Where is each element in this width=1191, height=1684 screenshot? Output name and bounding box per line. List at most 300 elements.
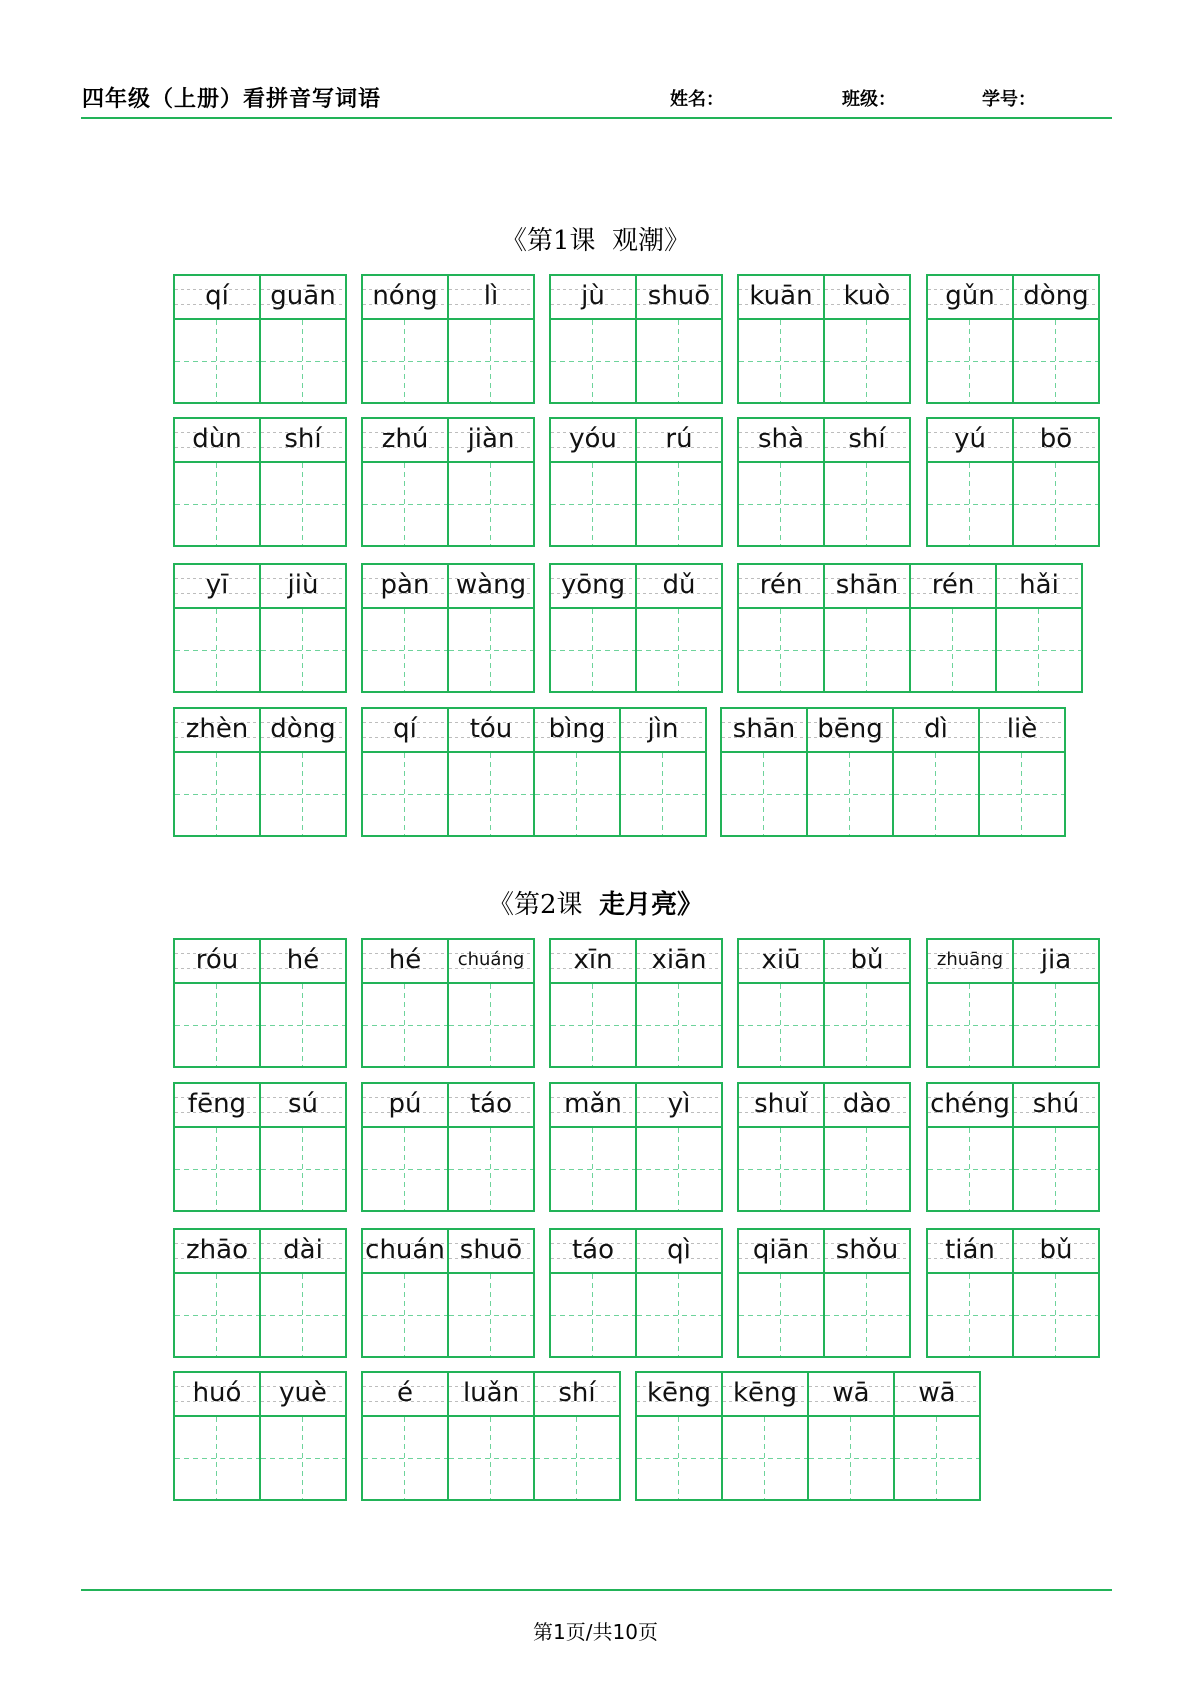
pinyin-text: rén <box>931 570 975 600</box>
word-box <box>926 938 1100 1068</box>
pinyin-label <box>808 709 892 753</box>
writing-square[interactable] <box>637 1128 721 1210</box>
pinyin-text: fēng <box>187 1089 247 1119</box>
word-box <box>361 563 535 693</box>
word-box <box>549 938 723 1068</box>
writing-square[interactable] <box>175 984 259 1066</box>
pinyin-text: shuō <box>459 1235 523 1265</box>
pinyin-label <box>175 1230 259 1274</box>
character-cell <box>739 417 825 547</box>
pinyin-text: táo <box>469 1089 513 1119</box>
writing-square[interactable] <box>535 753 619 835</box>
writing-square[interactable] <box>551 463 635 545</box>
pinyin-text: xiū <box>761 945 801 975</box>
pinyin-label <box>1014 1230 1098 1274</box>
writing-square[interactable] <box>809 1417 893 1499</box>
word-box <box>549 417 723 547</box>
character-cell <box>1014 1082 1100 1212</box>
pinyin-label <box>261 940 345 984</box>
pinyin-label <box>535 709 619 753</box>
word-box <box>926 274 1100 404</box>
pinyin-label <box>175 1373 259 1417</box>
lesson-2-number: 《第2课 <box>487 890 583 920</box>
character-cell <box>825 1082 911 1212</box>
character-cell <box>363 274 449 404</box>
word-box <box>737 938 911 1068</box>
writing-square[interactable] <box>1014 1274 1098 1356</box>
character-cell <box>928 1228 1014 1358</box>
pinyin-text: qì <box>667 1235 691 1265</box>
pinyin-text: táo <box>571 1235 615 1265</box>
pinyin-label <box>1014 940 1098 984</box>
word-box <box>361 417 535 547</box>
writing-square[interactable] <box>261 984 345 1066</box>
pinyin-text: shí <box>284 424 322 454</box>
writing-square[interactable] <box>363 1417 447 1499</box>
writing-square[interactable] <box>175 1128 259 1210</box>
pinyin-text: qí <box>393 714 417 744</box>
pinyin-label <box>637 276 721 320</box>
pinyin-text: chuáng <box>457 949 525 970</box>
word-box <box>926 417 1100 547</box>
writing-square[interactable] <box>363 753 447 835</box>
word-box <box>737 563 1083 693</box>
character-cell <box>739 274 825 404</box>
writing-square[interactable] <box>980 753 1064 835</box>
pinyin-text: jù <box>581 281 605 311</box>
writing-square[interactable] <box>175 320 259 402</box>
word-box <box>635 1371 981 1501</box>
lesson-1-title <box>0 220 1191 257</box>
character-cell <box>363 707 449 837</box>
pinyin-label <box>739 419 823 463</box>
character-cell <box>551 274 637 404</box>
character-cell <box>449 1082 535 1212</box>
character-cell <box>637 1228 723 1358</box>
pinyin-label <box>535 1373 619 1417</box>
pinyin-text: shà <box>758 424 804 454</box>
pinyin-text: jìn <box>647 714 679 744</box>
character-cell <box>535 1371 621 1501</box>
writing-square[interactable] <box>928 463 1012 545</box>
writing-square[interactable] <box>825 1128 909 1210</box>
pinyin-text: shān <box>732 714 796 744</box>
writing-square[interactable] <box>637 463 721 545</box>
pinyin-label <box>449 419 533 463</box>
word-box <box>549 563 723 693</box>
pinyin-text: wàng <box>455 570 527 600</box>
pinyin-label <box>637 419 721 463</box>
pinyin-label <box>551 940 635 984</box>
name-field-label: 姓名： <box>670 89 724 110</box>
character-cell <box>928 938 1014 1068</box>
writing-square[interactable] <box>363 1274 447 1356</box>
word-box <box>173 1228 347 1358</box>
pinyin-text: xīn <box>573 945 613 975</box>
word-box <box>361 1082 535 1212</box>
pinyin-text: shān <box>835 570 899 600</box>
writing-square[interactable] <box>363 320 447 402</box>
character-cell <box>261 938 347 1068</box>
header-divider <box>81 117 1112 119</box>
character-cell <box>637 1371 723 1501</box>
character-cell <box>175 707 261 837</box>
character-cell <box>928 417 1014 547</box>
pinyin-text: shǒu <box>835 1235 899 1265</box>
writing-square[interactable] <box>261 320 345 402</box>
writing-square[interactable] <box>551 320 635 402</box>
pinyin-text: mǎn <box>564 1089 622 1119</box>
pinyin-label <box>928 1084 1012 1128</box>
writing-square[interactable] <box>449 1417 533 1499</box>
writing-square[interactable] <box>739 984 823 1066</box>
pinyin-text: bǔ <box>1039 1235 1073 1265</box>
lesson-2-name: 走月亮》 <box>599 890 704 920</box>
writing-square[interactable] <box>722 753 806 835</box>
character-cell <box>739 1082 825 1212</box>
writing-square[interactable] <box>808 753 892 835</box>
writing-square[interactable] <box>449 1128 533 1210</box>
writing-square[interactable] <box>894 753 978 835</box>
character-cell <box>175 1228 261 1358</box>
pinyin-text: bǔ <box>850 945 884 975</box>
writing-square[interactable] <box>825 1274 909 1356</box>
pinyin-text: lì <box>483 281 499 311</box>
writing-square[interactable] <box>739 1274 823 1356</box>
pinyin-label <box>175 276 259 320</box>
pinyin-label <box>363 1373 447 1417</box>
writing-square[interactable] <box>261 1128 345 1210</box>
pinyin-text: tián <box>945 1235 995 1265</box>
writing-square[interactable] <box>363 1128 447 1210</box>
pinyin-label <box>928 940 1012 984</box>
writing-square[interactable] <box>1014 984 1098 1066</box>
character-cell <box>722 707 808 837</box>
word-box <box>173 938 347 1068</box>
pinyin-text: huó <box>192 1378 242 1408</box>
character-cell <box>637 417 723 547</box>
character-cell <box>175 417 261 547</box>
writing-square[interactable] <box>449 463 533 545</box>
pinyin-label <box>739 940 823 984</box>
pinyin-text: shí <box>558 1378 596 1408</box>
pinyin-text: shuǐ <box>754 1089 808 1119</box>
character-cell <box>1014 1228 1100 1358</box>
writing-square[interactable] <box>1014 1128 1098 1210</box>
pinyin-label <box>739 276 823 320</box>
pinyin-label <box>261 1230 345 1274</box>
word-box <box>361 1371 621 1501</box>
pinyin-label <box>261 1373 345 1417</box>
writing-square[interactable] <box>637 984 721 1066</box>
character-cell <box>363 938 449 1068</box>
word-box <box>737 417 911 547</box>
word-box <box>173 707 347 837</box>
pinyin-label <box>363 276 447 320</box>
character-cell <box>825 1228 911 1358</box>
word-box <box>361 707 707 837</box>
character-cell <box>825 563 911 693</box>
character-cell <box>175 1371 261 1501</box>
pinyin-text: dì <box>924 714 948 744</box>
pinyin-text: hé <box>286 945 320 975</box>
footer-divider <box>81 1589 1112 1591</box>
pinyin-label <box>637 565 721 609</box>
writing-square[interactable] <box>637 320 721 402</box>
pinyin-label <box>449 1230 533 1274</box>
writing-square[interactable] <box>825 463 909 545</box>
writing-square[interactable] <box>449 1274 533 1356</box>
pinyin-label <box>637 1373 721 1417</box>
pinyin-text: rén <box>759 570 803 600</box>
character-cell <box>637 938 723 1068</box>
word-box <box>737 1082 911 1212</box>
writing-square[interactable] <box>637 1274 721 1356</box>
pinyin-label <box>449 565 533 609</box>
writing-square[interactable] <box>621 753 705 835</box>
pinyin-text: bìng <box>548 714 606 744</box>
character-cell <box>261 563 347 693</box>
student-number-label: 学号： <box>982 89 1036 110</box>
word-box <box>549 274 723 404</box>
pinyin-label <box>997 565 1081 609</box>
pinyin-text: zhuāng <box>936 949 1004 970</box>
pinyin-text: tóu <box>469 714 513 744</box>
character-cell <box>739 563 825 693</box>
writing-square[interactable] <box>261 753 345 835</box>
pinyin-label <box>261 1084 345 1128</box>
writing-square[interactable] <box>551 1128 635 1210</box>
pinyin-text: kēng <box>732 1378 798 1408</box>
pinyin-label <box>175 419 259 463</box>
pinyin-text: rú <box>665 424 693 454</box>
writing-square[interactable] <box>739 1128 823 1210</box>
pinyin-label <box>825 940 909 984</box>
character-cell <box>261 1228 347 1358</box>
writing-square[interactable] <box>551 1274 635 1356</box>
character-cell <box>637 1082 723 1212</box>
character-cell <box>261 274 347 404</box>
character-cell <box>363 1228 449 1358</box>
character-cell <box>895 1371 981 1501</box>
pinyin-label <box>1014 1084 1098 1128</box>
character-cell <box>1014 274 1100 404</box>
character-cell <box>363 417 449 547</box>
pinyin-text: gǔn <box>945 281 995 311</box>
writing-square[interactable] <box>261 1274 345 1356</box>
writing-square[interactable] <box>928 320 1012 402</box>
class-field-label: 班级： <box>842 89 896 110</box>
character-cell <box>825 938 911 1068</box>
pinyin-text: bō <box>1039 424 1073 454</box>
character-cell <box>723 1371 809 1501</box>
pinyin-text: shuō <box>647 281 711 311</box>
pinyin-text: jiàn <box>467 424 515 454</box>
character-cell <box>637 274 723 404</box>
writing-square[interactable] <box>739 609 823 691</box>
writing-square[interactable] <box>637 1417 721 1499</box>
writing-square[interactable] <box>637 609 721 691</box>
writing-square[interactable] <box>723 1417 807 1499</box>
writing-square[interactable] <box>261 609 345 691</box>
word-box <box>173 1371 347 1501</box>
writing-square[interactable] <box>739 320 823 402</box>
pinyin-text: chéng <box>930 1089 1010 1119</box>
writing-square[interactable] <box>928 984 1012 1066</box>
page-number: 第1页/共10页 <box>533 1620 658 1644</box>
character-cell <box>175 563 261 693</box>
pinyin-label <box>1014 276 1098 320</box>
pinyin-label <box>825 1230 909 1274</box>
pinyin-label <box>739 1084 823 1128</box>
writing-square[interactable] <box>1014 463 1098 545</box>
pinyin-text: yuè <box>279 1378 327 1408</box>
character-cell <box>637 563 723 693</box>
pinyin-label <box>637 1230 721 1274</box>
character-cell <box>739 1228 825 1358</box>
word-box <box>926 1082 1100 1212</box>
worksheet-title: 四年级（上册）看拼音写词语 <box>82 87 382 112</box>
writing-square[interactable] <box>911 609 995 691</box>
pinyin-label <box>261 709 345 753</box>
writing-square[interactable] <box>363 984 447 1066</box>
writing-square[interactable] <box>363 609 447 691</box>
pinyin-text: zhāo <box>186 1235 248 1265</box>
writing-square[interactable] <box>175 463 259 545</box>
writing-square[interactable] <box>1014 320 1098 402</box>
character-cell <box>175 938 261 1068</box>
pinyin-label <box>1014 419 1098 463</box>
word-box <box>720 707 1066 837</box>
character-cell <box>928 1082 1014 1212</box>
pinyin-label <box>363 709 447 753</box>
character-cell <box>363 1082 449 1212</box>
writing-square[interactable] <box>825 320 909 402</box>
character-cell <box>551 938 637 1068</box>
pinyin-text: zhú <box>381 424 429 454</box>
writing-square[interactable] <box>175 1417 259 1499</box>
pinyin-label <box>825 276 909 320</box>
pinyin-text: qí <box>205 281 229 311</box>
writing-square[interactable] <box>363 463 447 545</box>
character-cell <box>449 707 535 837</box>
pinyin-label <box>551 565 635 609</box>
writing-square[interactable] <box>825 984 909 1066</box>
writing-square[interactable] <box>895 1417 979 1499</box>
lesson-1-name: 观潮》 <box>612 226 691 256</box>
writing-square[interactable] <box>535 1417 619 1499</box>
pinyin-label <box>621 709 705 753</box>
pinyin-text: zhèn <box>185 714 249 744</box>
writing-square[interactable] <box>825 609 909 691</box>
character-cell <box>1014 938 1100 1068</box>
pinyin-label <box>911 565 995 609</box>
writing-square[interactable] <box>928 1128 1012 1210</box>
character-cell <box>809 1371 895 1501</box>
pinyin-text: xiān <box>651 945 707 975</box>
pinyin-text: shí <box>848 424 886 454</box>
writing-square[interactable] <box>449 984 533 1066</box>
pinyin-text: yōng <box>560 570 626 600</box>
character-cell <box>928 274 1014 404</box>
pinyin-label <box>363 1084 447 1128</box>
character-cell <box>894 707 980 837</box>
writing-square[interactable] <box>449 320 533 402</box>
pinyin-text: nóng <box>372 281 438 311</box>
pinyin-label <box>739 1230 823 1274</box>
pinyin-label <box>175 709 259 753</box>
writing-square[interactable] <box>449 753 533 835</box>
character-cell <box>1014 417 1100 547</box>
character-cell <box>449 1228 535 1358</box>
character-cell <box>997 563 1083 693</box>
pinyin-text: liè <box>1006 714 1038 744</box>
pinyin-label <box>928 1230 1012 1274</box>
character-cell <box>551 1228 637 1358</box>
pinyin-label <box>261 419 345 463</box>
word-box <box>173 1082 347 1212</box>
word-box <box>737 1228 911 1358</box>
writing-square[interactable] <box>739 463 823 545</box>
pinyin-label <box>551 1084 635 1128</box>
writing-square[interactable] <box>928 1274 1012 1356</box>
word-box <box>361 938 535 1068</box>
pinyin-text: qiān <box>752 1235 810 1265</box>
pinyin-label <box>175 565 259 609</box>
pinyin-label <box>739 565 823 609</box>
writing-square[interactable] <box>551 609 635 691</box>
word-box <box>549 1228 723 1358</box>
writing-square[interactable] <box>551 984 635 1066</box>
pinyin-text: chuán <box>365 1235 445 1265</box>
pinyin-label <box>894 709 978 753</box>
word-box <box>173 417 347 547</box>
writing-square[interactable] <box>175 1274 259 1356</box>
writing-square[interactable] <box>997 609 1081 691</box>
character-cell <box>825 417 911 547</box>
pinyin-label <box>809 1373 893 1417</box>
pinyin-text: shú <box>1032 1089 1080 1119</box>
pinyin-text: pàn <box>380 570 430 600</box>
writing-square[interactable] <box>175 753 259 835</box>
character-cell <box>551 563 637 693</box>
writing-square[interactable] <box>261 463 345 545</box>
pinyin-text: dòng <box>1023 281 1089 311</box>
pinyin-label <box>449 940 533 984</box>
pinyin-label <box>261 565 345 609</box>
character-cell <box>739 938 825 1068</box>
pinyin-text: pú <box>388 1089 422 1119</box>
pinyin-text: yì <box>667 1089 691 1119</box>
pinyin-label <box>449 276 533 320</box>
pinyin-text: wā <box>918 1378 956 1408</box>
lesson-2-title <box>0 884 1191 921</box>
pinyin-label <box>175 940 259 984</box>
pinyin-text: yóu <box>569 424 617 454</box>
character-cell <box>551 417 637 547</box>
pinyin-text: dùn <box>192 424 242 454</box>
pinyin-label <box>723 1373 807 1417</box>
word-box <box>549 1082 723 1212</box>
pinyin-label <box>825 565 909 609</box>
writing-square[interactable] <box>261 1417 345 1499</box>
pinyin-text: guān <box>270 281 336 311</box>
character-cell <box>261 707 347 837</box>
pinyin-text: hé <box>388 945 422 975</box>
writing-square[interactable] <box>449 609 533 691</box>
writing-square[interactable] <box>175 609 259 691</box>
pinyin-text: kuān <box>749 281 813 311</box>
